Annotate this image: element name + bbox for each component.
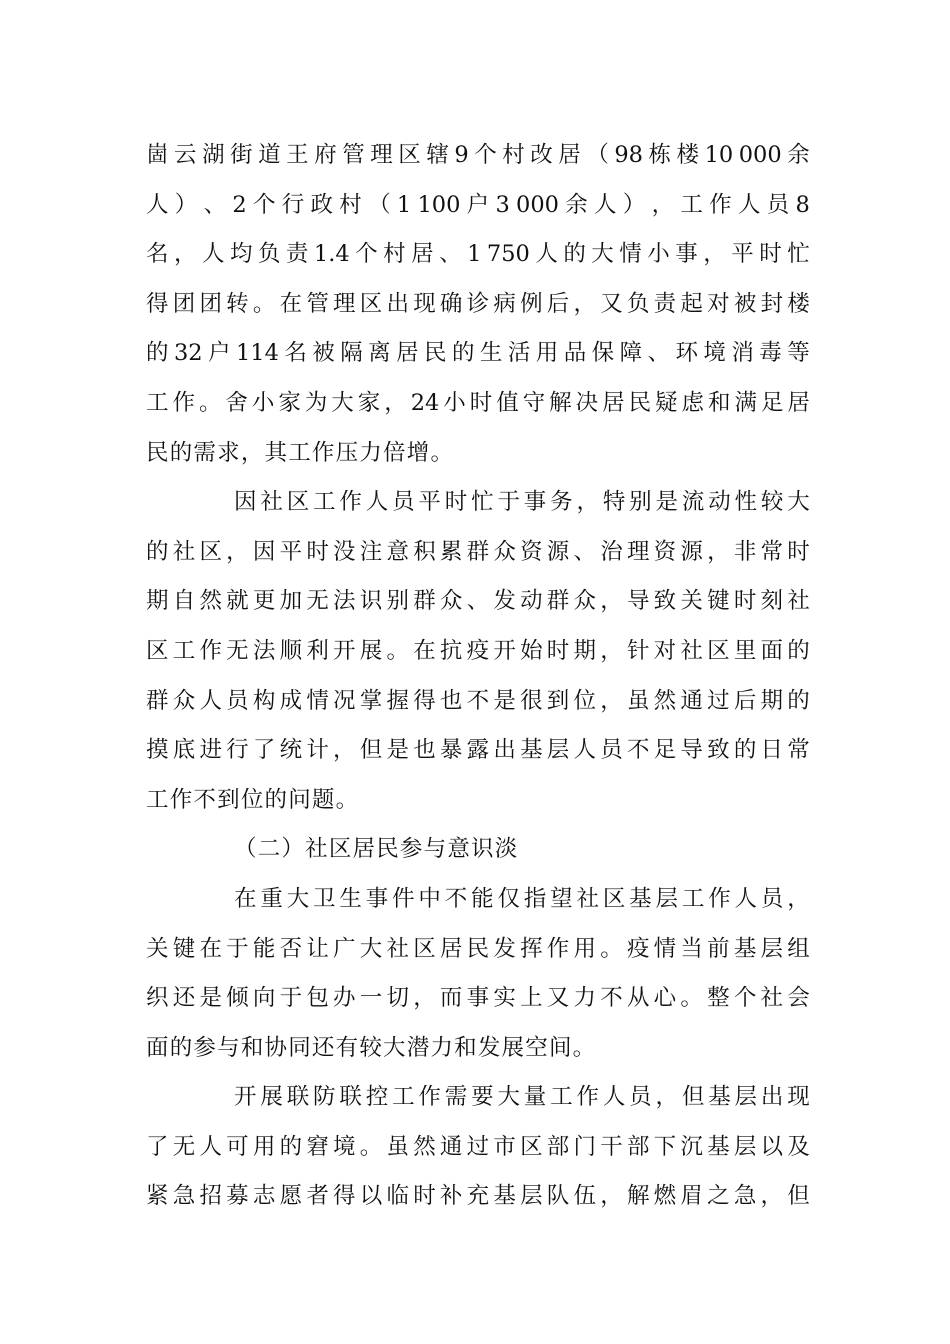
text-line: 名 ， 人 均 负 责 1.4 个 村 居 、 1 750 人 的 大 情 小 事 ， 平 时 忙 bbox=[146, 241, 810, 268]
text-line: 工 作 。 舍 小 家 为 大 家 ， 24 小 时 值 守 解 决 居 民 疑 虑 和 满 足 居 bbox=[146, 389, 810, 416]
text-line: 的 32 户 114 名 被 隔 离 居 民 的 生 活 用 品 保 障 、 环 境 消 毒 等 bbox=[146, 340, 810, 367]
text-line: 工 作 不 到 位 的 问 题 。 bbox=[146, 786, 360, 813]
text-line: 在 重 大 卫 生 事 件 中 不 能 仅 指 望 社 区 基 层 工 作 人 员 ， bbox=[234, 885, 810, 912]
text-line: 面 的 参 与 和 协 同 还 有 较 大 潜 力 和 发 展 空 间 。 bbox=[146, 1034, 597, 1061]
text-line: 期 自 然 就 更 加 无 法 识 别 群 众 、 发 动 群 众 ， 导 致 关 键 时 刻 社 bbox=[146, 588, 810, 615]
section-heading: （ 二 ） 社 区 居 民 参 与 意 识 淡 bbox=[234, 836, 519, 863]
text-line: 关 键 在 于 能 否 让 广 大 社 区 居 民 发 挥 作 用 。 疫 情 当 前 基 层 组 bbox=[146, 935, 810, 962]
text-line: 织 还 是 倾 向 于 包 办 一 切 ， 而 事 实 上 又 力 不 从 心 。 整 个 社 会 bbox=[146, 985, 810, 1012]
text-line: 得 团 团 转 。 在 管 理 区 出 现 确 诊 病 例 后 ， 又 负 责 起 对 被 封 楼 bbox=[146, 290, 810, 317]
text-line: 群 众 人 员 构 成 情 况 掌 握 得 也 不 是 很 到 位 ， 虽 然 通 过 后 期 的 bbox=[146, 687, 810, 714]
text-line: 崮 云 湖 街 道 王 府 管 理 区 辖 9 个 村 改 居 （ 98 栋 楼 10 000 余 bbox=[146, 142, 810, 168]
text-line: 人 ） 、 2 个 行 政 村 （ 1 100 户 3 000 余 人 ） ， 工 作 人 员 8 bbox=[146, 191, 810, 218]
text-line: 民 的 需 求 ， 其 工 作 压 力 倍 增 。 bbox=[146, 439, 455, 466]
text-line: 紧 急 招 募 志 愿 者 得 以 临 时 补 充 基 层 队 伍 ， 解 燃 眉 之 急 ， 但 bbox=[146, 1183, 810, 1210]
text-line: 因 社 区 工 作 人 员 平 时 忙 于 事 务 ， 特 别 是 流 动 性 较 大 bbox=[234, 489, 810, 516]
body-text bbox=[146, 131, 810, 1222]
text-line: 的 社 区 ， 因 平 时 没 注 意 积 累 群 众 资 源 、 治 理 资 源 ， 非 常 时 bbox=[146, 538, 810, 565]
text-line: 了 无 人 可 用 的 窘 境 。 虽 然 通 过 市 区 部 门 干 部 下 沉 基 层 以 及 bbox=[146, 1133, 810, 1160]
text-line: 开 展 联 防 联 控 工 作 需 要 大 量 工 作 人 员 ， 但 基 层 出 现 bbox=[234, 1084, 810, 1111]
text-line: 摸 底 进 行 了 统 计 ， 但 是 也 暴 露 出 基 层 人 员 不 足 导 致 的 日 常 bbox=[146, 737, 810, 764]
text-line: 区 工 作 无 法 顺 利 开 展 。 在 抗 疫 开 始 时 期 ， 针 对 社 区 里 面 的 bbox=[146, 637, 810, 664]
